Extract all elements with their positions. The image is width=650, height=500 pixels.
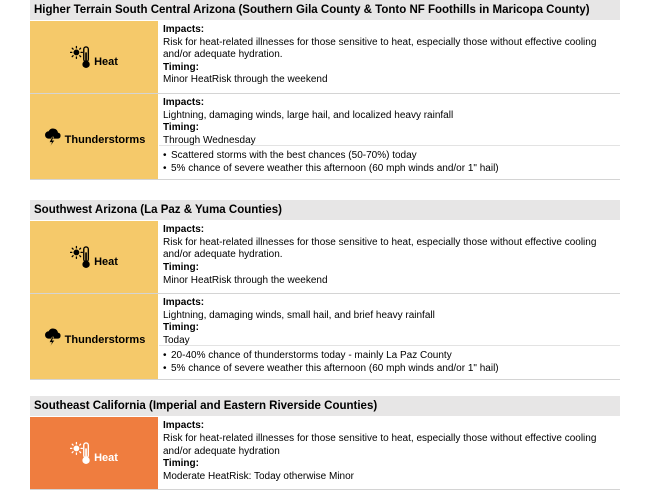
heat-hazard-cell [30, 221, 159, 293]
thunderstorm-icon [43, 327, 63, 347]
storm-impacts-block [159, 294, 620, 346]
heat-details [159, 21, 620, 93]
impacts-text: Risk for heat-related illnesses for those sensitive to heat, especially those without effective cooling and/or adequate hydration [163, 432, 597, 457]
heat-hazard-cell [30, 21, 159, 93]
hazard-label-heat: Heat [94, 452, 118, 465]
bullet-item: • 5% chance of severe weather this afternoon (60 mph winds and/or 1" hail) [163, 162, 499, 174]
impacts-text: Risk for heat-related illnesses for those sensitive to heat, especially those without effective cooling and/or adequate hydration. [163, 36, 597, 61]
heat-icon [70, 245, 92, 269]
heat-icon [70, 45, 92, 69]
section-spacer [30, 380, 620, 396]
timing-text: Moderate HeatRisk: Today otherwise Minor [163, 470, 355, 482]
timing-label: Timing: [163, 261, 199, 273]
heat-details [159, 417, 620, 489]
impacts-label: Impacts: [163, 24, 205, 35]
thunderstorm-hazard-cell [30, 294, 159, 379]
timing-label: Timing: [163, 458, 199, 470]
bullet-item: • Scattered storms with the best chances (50-70%) today [163, 150, 417, 161]
storm-notes-block [159, 146, 620, 179]
timing-text: Through Wednesday [163, 134, 256, 146]
hazard-row-thunderstorms [30, 294, 620, 380]
hazard-row-heat [30, 21, 620, 94]
region-header-higher-terrain: Higher Terrain South Central Arizona (Southern Gila County & Tonto NF Foothills in Maricopa County) [30, 0, 620, 21]
timing-label: Timing: [163, 61, 199, 73]
heat-hazard-cell [30, 417, 159, 489]
impacts-label: Impacts: [163, 97, 205, 108]
hazard-row-heat [30, 221, 620, 294]
timing-text: Minor HeatRisk through the weekend [163, 274, 328, 286]
bullet-text: 5% chance of severe weather this afternoon (60 mph winds and/or 1" hail) [171, 162, 499, 174]
hazard-row-thunderstorms [30, 94, 620, 180]
timing-text: Today [163, 334, 190, 346]
timing-text: Minor HeatRisk through the weekend [163, 74, 328, 86]
timing-label: Timing: [163, 122, 199, 134]
bullet-text: Scattered storms with the best chances (50-70%) today [171, 150, 417, 161]
bullet-text: 20-40% chance of thunderstorms today - mainly La Paz County [171, 350, 452, 362]
heat-details [159, 221, 620, 293]
hazard-label-heat: Heat [94, 56, 118, 68]
section-spacer [30, 180, 620, 200]
hazard-label-thunderstorms: Thunderstorms [64, 133, 146, 146]
impacts-label: Impacts: [163, 224, 205, 236]
timing-label: Timing: [163, 322, 199, 334]
thunderstorm-details [159, 294, 620, 379]
bullet-item: • 20-40% chance of thunderstorms today - mainly La Paz County [163, 350, 452, 362]
heat-impacts-block [159, 21, 620, 90]
thunderstorm-icon [43, 127, 63, 147]
region-header-southeast-california: Southeast California (Imperial and Eastern Riverside Counties) [30, 396, 620, 417]
heat-impacts-block [159, 221, 620, 290]
hazard-outlook-table [30, 0, 620, 490]
heat-impacts-block [159, 417, 620, 486]
hazard-label-heat: Heat [94, 256, 118, 269]
thunderstorm-hazard-cell [30, 94, 159, 179]
region-header-southwest-arizona: Southwest Arizona (La Paz & Yuma Counties) [30, 200, 620, 221]
storm-notes-block [159, 346, 620, 379]
heat-icon [70, 441, 92, 465]
hazard-row-heat [30, 417, 620, 490]
impacts-text: Lightning, damaging winds, small hail, and brief heavy rainfall [163, 309, 435, 321]
impacts-text: Lightning, damaging winds, large hail, and localized heavy rainfall [163, 109, 454, 121]
bullet-text: 5% chance of severe weather this afternoon (60 mph winds and/or 1" hail) [171, 362, 499, 374]
impacts-text: Risk for heat-related illnesses for those sensitive to heat, especially those without effective cooling and/or adequate hydration. [163, 236, 597, 261]
thunderstorm-details [159, 94, 620, 179]
hazard-label-thunderstorms: Thunderstorms [64, 333, 146, 346]
bullet-item: • 5% chance of severe weather this afternoon (60 mph winds and/or 1" hail) [163, 362, 499, 374]
impacts-label: Impacts: [163, 420, 205, 432]
storm-impacts-block [159, 94, 620, 146]
impacts-label: Impacts: [163, 297, 205, 309]
